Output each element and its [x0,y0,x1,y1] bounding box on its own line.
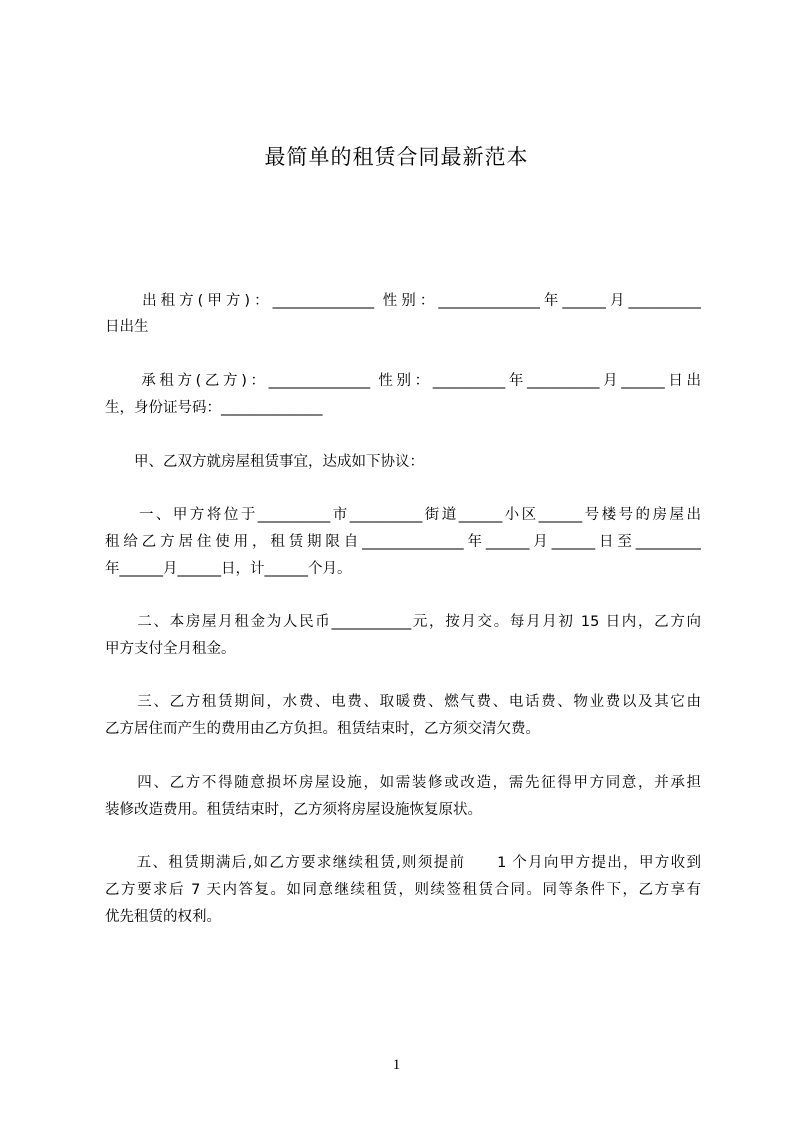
agreement-intro: 甲、乙双方就房屋租赁事宜，达成如下协议： [105,454,424,470]
clause-4-line-2: 装修改造费用。租赁结束时，乙方须将房屋设施恢复原状。 [105,802,482,818]
clause-1-line-1: 一、甲方将位于__________市__________街道______小区______号楼号的房屋出 [105,507,701,523]
clause-3-line-2: 乙方居住而产生的费用由乙方负担。租赁结束时，乙方须交清欠费。 [105,721,540,737]
clause-2-line-2: 甲方支付全月租金。 [105,641,236,657]
clause-5-line-1: 五、租赁期满后,如乙方要求继续租赁,则须提前 1 个月向甲方提出，甲方收到 [105,855,701,871]
party-a-line-2: 日出生 [105,319,149,335]
clause-1-line-2: 租给乙方居住使用，租赁期限自______________年______月______日至_________ [105,534,701,550]
clause-2-line-1: 二、本房屋月租金为人民币___________元，按月交。每月月初 15 日内，乙方向 [105,614,701,630]
clause-1-line-3: 年______月______日，计______个月。 [105,561,352,577]
document-title: 最简单的租赁合同最新范本 [264,145,529,169]
clause-3-line-1: 三、乙方租赁期间，水费、电费、取暖费、燃气费、电话费、物业费以及其它由 [105,694,701,710]
clause-4-line-1: 四、乙方不得随意损坏房屋设施，如需装修或改造，需先征得甲方同意，并承担 [105,775,701,791]
party-a-line-1: 出租方(甲方)：______________ 性别：______________年______月__________ [105,293,701,309]
clause-5-line-2: 乙方要求后 7 天内答复。如同意继续租赁，则续签租赁合同。同等条件下，乙方享有 [105,882,701,898]
party-b-line-1: 承租方(乙方)：______________ 性别：__________年__________月______日出 [105,373,701,389]
party-b-line-2: 生，身份证号码：______________ [105,400,323,416]
clause-5-line-3: 优先租赁的权利。 [105,909,221,925]
page-number: 1 [392,1057,401,1073]
